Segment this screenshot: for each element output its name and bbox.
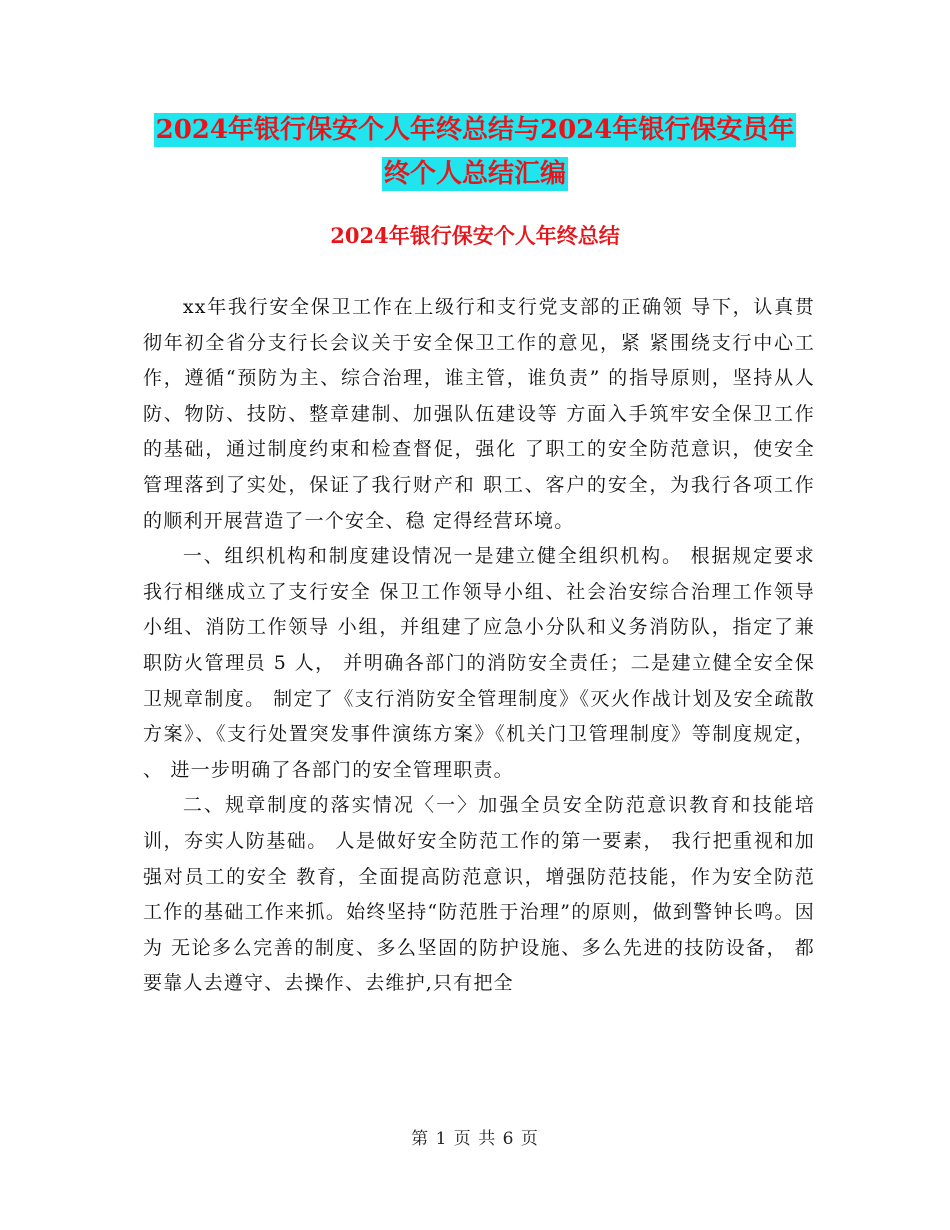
title-highlight-1: 2024年银行保安个人年终总结与2024年银行保安员年 xyxy=(155,115,795,145)
page-footer: 第 1 页 共 6 页 xyxy=(411,1129,539,1149)
paragraph-2: 一、组织机构和制度建设情况一是建立健全组织机构。 根据规定要求我行相继成立了支行安全 保卫工作领导小组、社会治安综合治理工作领导小组、消防工作领导 小组，并组建了应急小分队和义务消防队，指定了兼职防火管理员 5 人， 并明确各部门的消防安全责任；二是建立健全安全保卫规章制度。 制定了《支行消防安全管理制度》《灭火作战计划及安全疏散方案》、《支行处置突发事件演练方案》《机关门卫管理制度》等制度规定， 、 进一步明确了各部门的安全管理职责。 xyxy=(143,545,815,781)
section-title: 2024年银行保安个人年终总结 xyxy=(330,223,620,248)
paragraph-1: xx年我行安全保卫工作在上级行和支行党支部的正确领 导下，认真贯彻年初全省分支行长会议关于安全保卫工作的意见，紧 紧围绕支行中心工作，遵循“预防为主、综合治理，谁主管，谁负责” 的指导原则，坚持从人防、物防、技防、整章建制、加强队伍建设等 方面入手筑牢安全保卫工作的基础，通过制度约束和检查督促，强化 了职工的安全防范意识，使安全管理落到了实处，保证了我行财产和 职工、客户的安全，为我行各项工作的顺利开展营造了一个安全、稳 定得经营环境。 xyxy=(143,296,815,532)
title-highlight-2: 终个人总结汇编 xyxy=(383,159,566,189)
document-body xyxy=(143,290,815,1002)
document-title-line-1 xyxy=(0,108,950,152)
document-title-line-2 xyxy=(0,152,950,196)
paragraph-3: 二、规章制度的落实情况〈一〉加强全员安全防范意识教育和技能培训，夯实人防基础。 人是做好安全防范工作的第一要素， 我行把重视和加强对员工的安全 教育，全面提高防范意识，增强防范技能，作为安全防范工作的基础工作来抓。始终坚持“防范胜于治理”的原则，做到警钟长鸣。因为 无论多么完善的制度、多么坚固的防护设施、多么先进的技防设备， 都要靠人去遵守、去操作、去维护,只有把全 xyxy=(143,794,815,995)
